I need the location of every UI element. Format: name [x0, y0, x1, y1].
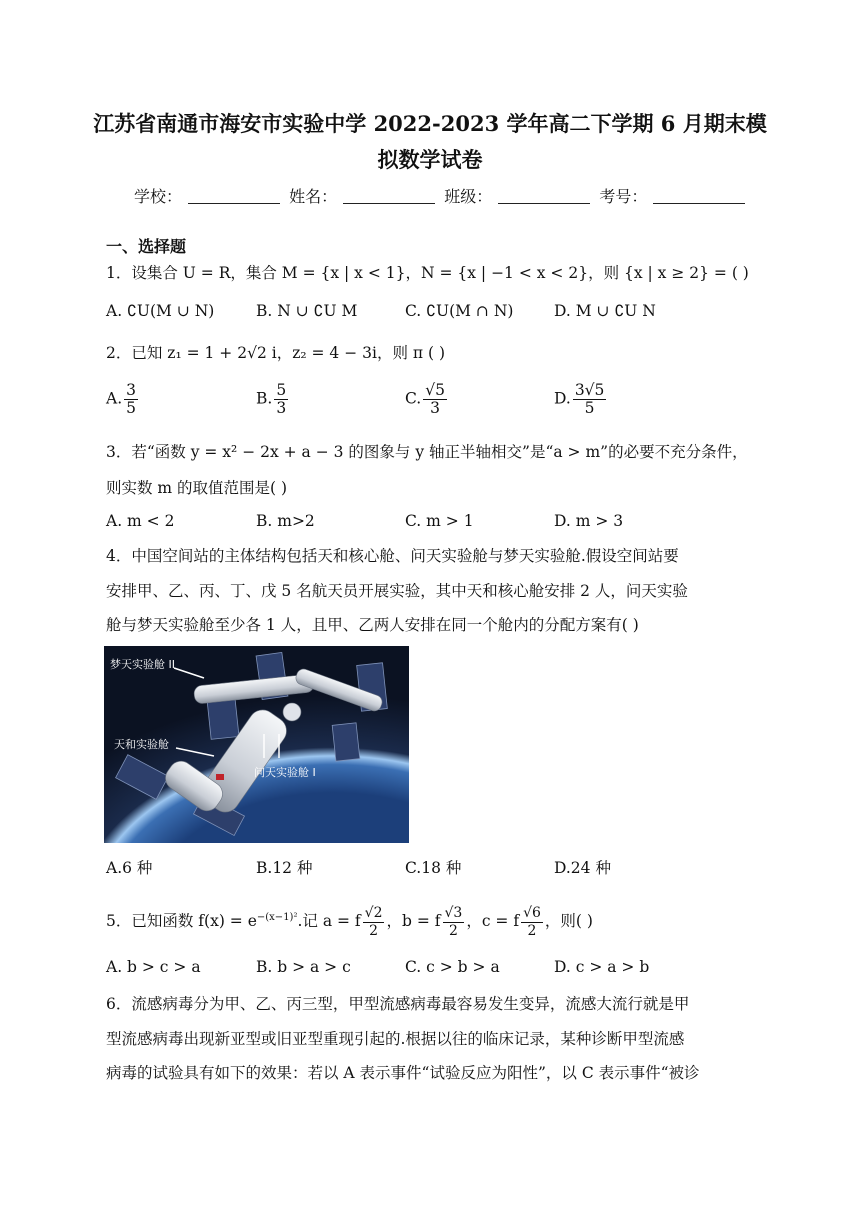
q3-option-b: B. m>2 [256, 512, 315, 530]
q2-option-a: A. $\frac{3}{5}$ [106, 381, 136, 417]
q2-options [106, 382, 826, 422]
q2-stem: 2．已知 z₁ = 1 + 2√2 i，z₂ = 4 − 3i，则 π ( ) [106, 344, 446, 362]
q3-option-c: C. m > 1 [405, 512, 474, 530]
q1-options [106, 302, 826, 342]
q4-line1: 4．中国空间站的主体结构包括天和核心舱、问天实验舱与梦天实验舱.假设空间站要 [106, 547, 679, 565]
q2-option-d: D. $\frac{3√5}{5}$ [554, 381, 605, 417]
q4-line3: 舱与梦天实验舱至少各 1 人，且甲、乙两人安排在同一个舱内的分配方案有( ) [106, 616, 639, 634]
q4-option-a: A.6 种 [106, 859, 153, 877]
section-heading: 一、选择题 [106, 237, 187, 256]
name-label: 姓名： [289, 187, 338, 206]
q6-line3: 病毒的试验具有如下的效果：若以 A 表示事件“试验反应为阳性”，以 C 表示事件“被诊 [106, 1064, 700, 1082]
q4-option-c: C.18 种 [405, 859, 462, 877]
name-blank [343, 189, 435, 204]
q4-line2: 安排甲、乙、丙、丁、戊 5 名航天员开展实验，其中天和核心舱安排 2 人，问天实验 [106, 582, 688, 600]
q3-line1: 3．若“函数 y = x² − 2x + a − 3 的图象与 y 轴正半轴相交”是“a > m”的必要不充分条件， [106, 443, 748, 461]
page-title-line2: 拟数学试卷 [377, 147, 483, 172]
class-label: 班级： [444, 187, 493, 206]
q3-option-d: D. m > 3 [554, 512, 624, 530]
q3-option-a: A. m < 2 [106, 512, 175, 530]
q4-options [106, 856, 826, 896]
id-blank [653, 189, 745, 204]
q1-option-c: C. ∁U(M ∩ N) [405, 302, 514, 320]
q1-option-a: A. ∁U(M ∪ N) [106, 302, 215, 320]
id-label: 考号： [599, 187, 648, 206]
q5-option-d: D. c > a > b [554, 958, 650, 976]
q6-line2: 型流感病毒出现新亚型或旧亚型重现引起的.根据以往的临床记录，某种诊断甲型流感 [106, 1030, 685, 1048]
q5-option-b: B. b > a > c [256, 958, 351, 976]
q5-option-c: C. c > b > a [405, 958, 500, 976]
q5-stem: 5．已知函数 $f(x) = e^{-(x-1)^2}$.记 a = f $\frac{√2}{2}$ ，b = f $\frac{√3}{2}$ ，c = f $\frac{√6}{2}$ ，则( ) [106, 904, 593, 939]
page-title-line1: 江苏省南通市海安市实验中学 2022-2023 学年高二下学期 6 月期末模 [93, 111, 767, 136]
space-station-image [104, 646, 409, 843]
school-blank [188, 189, 280, 204]
class-blank [498, 189, 590, 204]
q6-line1: 6．流感病毒分为甲、乙、丙三型，甲型流感病毒最容易发生变异，流感大流行就是甲 [106, 995, 690, 1013]
mengtian-label: 梦天实验舱 II [110, 658, 175, 671]
wentian-label: 问天实验舱 I [254, 766, 316, 779]
q2-option-b: B. $\frac{5}{3}$ [256, 381, 287, 417]
q4-option-b: B.12 种 [256, 859, 313, 877]
q5-option-a: A. b > c > a [106, 958, 201, 976]
tianhe-label: 天和实验舱 [114, 738, 169, 751]
q4-option-d: D.24 种 [554, 859, 611, 877]
q1-stem: 1．设集合 U = R，集合 M = {x | x < 1}，N = {x | −1 < x < 2}，则 {x | x ≥ 2} = ( ) [106, 264, 749, 282]
q3-line2: 则实数 m 的取值范围是( ) [106, 479, 288, 497]
school-label: 学校： [134, 187, 183, 206]
student-info-row [134, 184, 749, 207]
q1-option-b: B. N ∪ ∁U M [256, 302, 358, 320]
q5-options [106, 958, 826, 998]
q1-option-d: D. M ∪ ∁U N [554, 302, 656, 320]
q2-option-c: C. $\frac{√5}{3}$ [405, 381, 445, 417]
